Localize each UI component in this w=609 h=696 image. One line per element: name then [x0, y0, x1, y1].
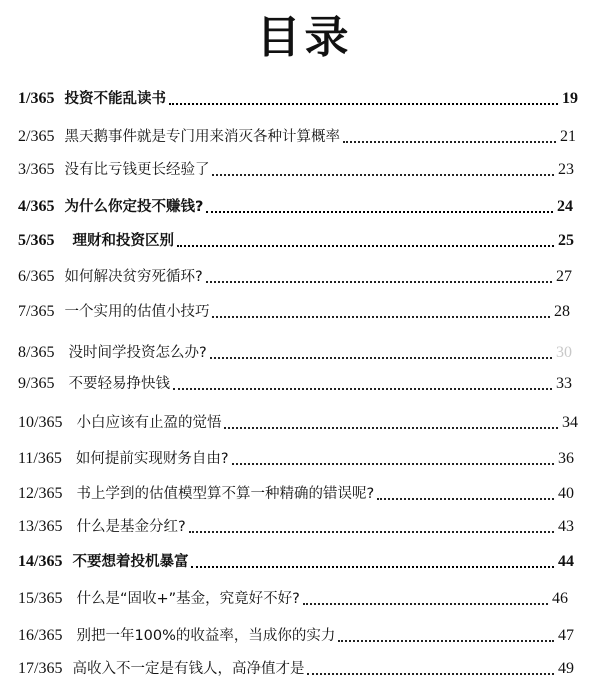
- toc-entry: [18, 550, 574, 572]
- dot-leader: [377, 498, 554, 500]
- entry-number: 13/365: [18, 518, 63, 535]
- dot-leader: [206, 211, 553, 213]
- dot-leader: [189, 531, 554, 533]
- entry-title: 不要想着投机暴富: [72, 554, 189, 570]
- entry-title: 如何解决贫穷死循环?: [64, 269, 203, 285]
- toc-entry: [18, 300, 570, 322]
- toc-entry: [18, 657, 574, 679]
- entry-number: 16/365: [18, 627, 63, 644]
- toc-entry: [18, 265, 572, 287]
- dot-leader: [212, 316, 550, 318]
- dot-leader: [338, 640, 554, 642]
- entry-title: 书上学到的估值模型算不算一种精确的错误呢?: [76, 486, 375, 502]
- entry-title: 如何提前实现财务自由?: [75, 451, 229, 467]
- entry-title: 别把一年100%的收益率，当成你的实力: [76, 628, 336, 644]
- entry-page-number: 25: [558, 232, 574, 249]
- dot-leader: [224, 427, 558, 429]
- entry-title: 没有比亏钱更长经验了: [64, 162, 210, 178]
- entry-number: 14/365: [18, 553, 63, 570]
- entry-title: 黑天鹅事件就是专门用来消灭各种计算概率: [64, 129, 340, 145]
- toc-entry: [18, 411, 578, 433]
- entry-number: 3/365: [18, 161, 55, 178]
- toc-entry: [18, 624, 574, 646]
- toc-entry: [18, 158, 574, 180]
- entry-page-number: 24: [557, 198, 573, 215]
- entry-title: 一个实用的估值小技巧: [64, 304, 210, 320]
- dot-leader: [232, 463, 554, 465]
- entry-number: 9/365: [18, 375, 55, 392]
- entry-number: 2/365: [18, 128, 55, 145]
- toc-entry: [18, 587, 568, 609]
- dot-leader: [173, 388, 552, 390]
- toc-entry: [18, 87, 578, 109]
- toc-entry: [18, 372, 572, 394]
- entry-title: 高收入不一定是有钱人，高净值才是: [72, 661, 305, 677]
- dot-leader: [303, 603, 548, 605]
- entry-title: 为什么你定投不赚钱?: [64, 199, 204, 215]
- entry-number: 11/365: [18, 450, 62, 467]
- page-title: 目录: [256, 12, 353, 63]
- dot-leader: [210, 357, 552, 359]
- entry-page-number: 47: [558, 627, 574, 644]
- dot-leader: [212, 174, 554, 176]
- toc-entry: [18, 341, 572, 363]
- entry-page-number: 19: [562, 90, 578, 107]
- entry-page-number: 21: [560, 128, 576, 145]
- entry-page-number: 23: [558, 161, 574, 178]
- entry-title: 投资不能乱读书: [64, 91, 166, 107]
- toc-entry: [18, 482, 574, 504]
- entry-page-number: 28: [554, 303, 570, 320]
- dot-leader: [177, 245, 554, 247]
- toc-entry: [18, 515, 574, 537]
- entry-page-number: 33: [556, 375, 572, 392]
- entry-page-number: 34: [562, 414, 578, 431]
- entry-title: 理财和投资区别: [72, 233, 174, 249]
- entry-page-number: 43: [558, 518, 574, 535]
- dot-leader: [206, 281, 552, 283]
- dot-leader: [169, 103, 558, 105]
- entry-page-number: 49: [558, 660, 574, 677]
- entry-page-number: 36: [558, 450, 574, 467]
- dot-leader: [343, 141, 556, 143]
- entry-number: 1/365: [18, 90, 55, 107]
- entry-title: 没时间学投资怎么办?: [68, 345, 207, 361]
- entry-number: 7/365: [18, 303, 55, 320]
- entry-page-number: 40: [558, 485, 574, 502]
- toc-entry: [18, 195, 573, 217]
- entry-number: 8/365: [18, 344, 55, 361]
- entry-number: 12/365: [18, 485, 63, 502]
- toc-entry: [18, 229, 574, 251]
- entry-number: 15/365: [18, 590, 63, 607]
- entry-title: 小白应该有止盈的觉悟: [76, 415, 222, 431]
- entry-number: 4/365: [18, 198, 55, 215]
- entry-page-number: 30: [556, 344, 572, 361]
- entry-number: 10/365: [18, 414, 63, 431]
- dot-leader: [307, 673, 554, 675]
- entry-title: 什么是基金分红?: [76, 519, 186, 535]
- dot-leader: [191, 566, 554, 568]
- entry-title: 不要轻易挣快钱: [68, 376, 170, 392]
- toc-entry: [18, 125, 576, 147]
- entry-number: 17/365: [18, 660, 63, 677]
- entry-number: 6/365: [18, 268, 55, 285]
- entry-number: 5/365: [18, 232, 55, 249]
- entry-title: 什么是“固收+”基金，究竟好不好?: [76, 591, 300, 607]
- entry-page-number: 27: [556, 268, 572, 285]
- toc-entry: [18, 447, 574, 469]
- entry-page-number: 46: [552, 590, 568, 607]
- entry-page-number: 44: [558, 553, 574, 570]
